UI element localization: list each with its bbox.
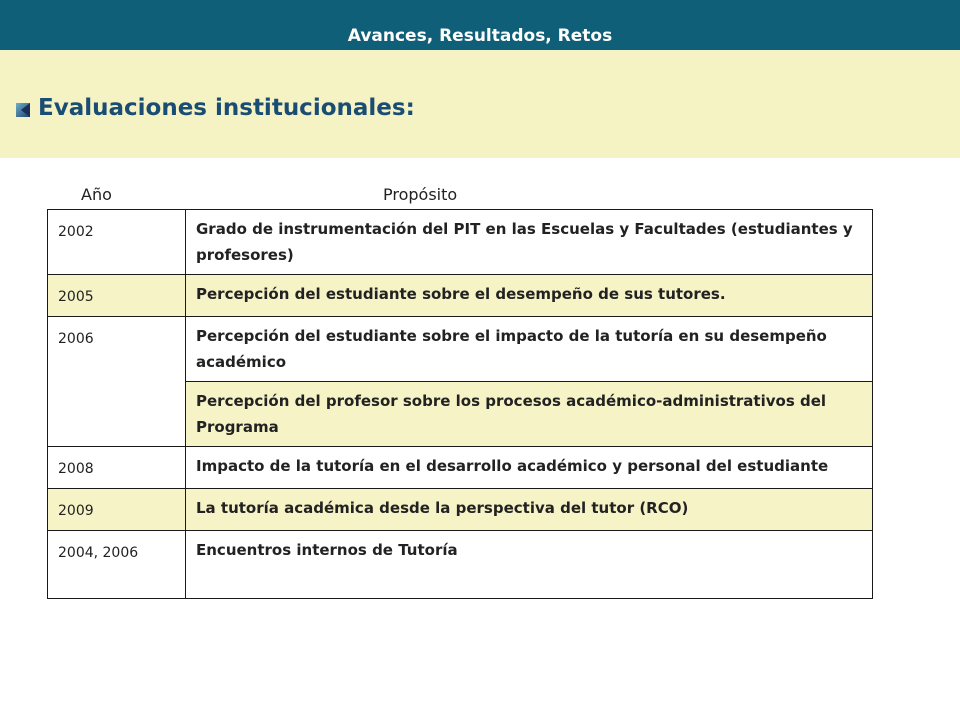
year-cell: 2002 [48, 210, 186, 275]
table-row [48, 210, 873, 275]
table-row [48, 275, 873, 317]
purpose-cell: Percepción del estudiante sobre el impacto de la tutoría en su desempeño académico [186, 317, 873, 382]
table-row [48, 317, 873, 382]
square-bullet-icon [16, 103, 30, 117]
purpose-cell: Encuentros internos de Tutoría [186, 531, 873, 599]
year-cell: 2009 [48, 489, 186, 531]
slide-title: Avances, Resultados, Retos [347, 26, 613, 46]
table-row [48, 447, 873, 489]
purpose-cell: Percepción del profesor sobre los procesos académico-administrativos del Programa [186, 382, 873, 447]
evaluations-table [47, 209, 873, 599]
year-cell: 2008 [48, 447, 186, 489]
section-heading: Evaluaciones institucionales: [38, 95, 415, 121]
year-cell: 2005 [48, 275, 186, 317]
year-cell: 2004, 2006 [48, 531, 186, 599]
column-header-year: Año [81, 185, 112, 204]
table-row [48, 531, 873, 599]
purpose-cell: Impacto de la tutoría en el desarrollo académico y personal del estudiante [186, 447, 873, 489]
purpose-cell: Grado de instrumentación del PIT en las Escuelas y Facultades (estudiantes y profesores) [186, 210, 873, 275]
column-header-purpose: Propósito [383, 185, 458, 204]
purpose-cell: La tutoría académica desde la perspectiva del tutor (RCO) [186, 489, 873, 531]
table-row [48, 489, 873, 531]
purpose-cell: Percepción del estudiante sobre el desempeño de sus tutores. [186, 275, 873, 317]
year-cell: 2006 [48, 317, 186, 447]
